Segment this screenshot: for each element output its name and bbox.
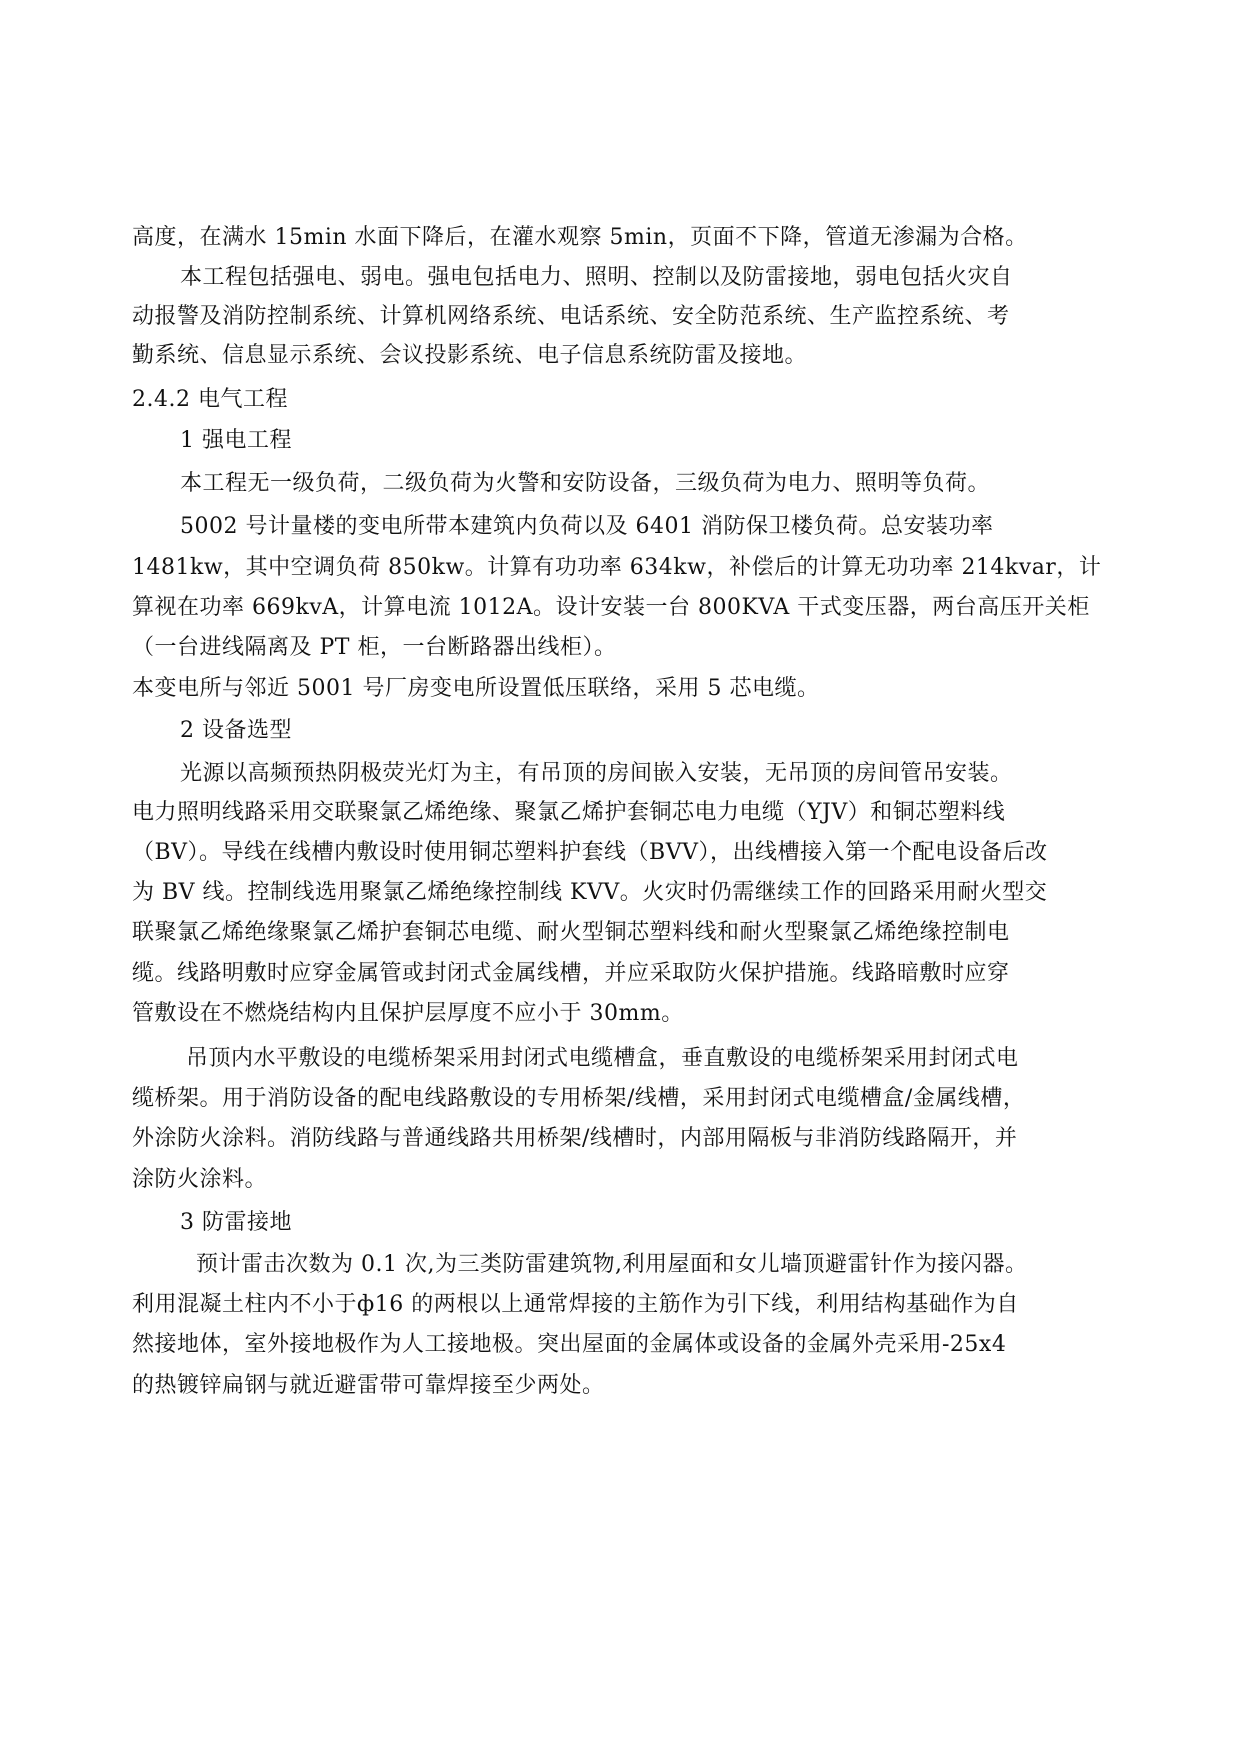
text-line: 1481kw，其中空调负荷 850kw。计算有功功率 634kw，补偿后的计算无功功率 214kvar，计 — [132, 555, 1102, 580]
text-line: 预计雷击次数为 0.1 次,为三类防雷建筑物,利用屋面和女儿墙顶避雷针作为接闪器。 — [196, 1252, 1028, 1277]
text-line: 动报警及消防控制系统、计算机网络系统、电话系统、安全防范系统、生产监控系统、考 — [132, 304, 1010, 329]
text-line: 管敷设在不燃烧结构内且保护层厚度不应小于 30mm。 — [132, 1001, 684, 1026]
text-line: 利用混凝土柱内不小于ф16 的两根以上通常焊接的主筋作为引下线，利用结构基础作为自 — [132, 1292, 1019, 1317]
text-line: 算视在功率 669kvA，计算电流 1012A。设计安装一台 800KVA 干式变压器，两台高压开关柜 — [132, 595, 1090, 620]
text-line: 电力照明线路采用交联聚氯乙烯绝缘、聚氯乙烯护套铜芯电力电缆（YJV）和铜芯塑料线 — [132, 800, 1006, 825]
text-line: 联聚氯乙烯绝缘聚氯乙烯护套铜芯电缆、耐火型铜芯塑料线和耐火型聚氯乙烯绝缘控制电 — [132, 920, 1010, 945]
text-line: 本工程包括强电、弱电。强电包括电力、照明、控制以及防雷接地，弱电包括火灾自 — [180, 265, 1013, 290]
subsection-heading: 2 设备选型 — [180, 718, 292, 743]
text-line: 缆。线路明敷时应穿金属管或封闭式金属线槽，并应采取防火保护措施。线路暗敷时应穿 — [132, 961, 1010, 986]
text-line: 勤系统、信息显示系统、会议投影系统、电子信息系统防雷及接地。 — [132, 343, 808, 368]
text-line: 本工程无一级负荷，二级负荷为火警和安防设备，三级负荷为电力、照明等负荷。 — [180, 471, 991, 496]
text-line: 吊顶内水平敷设的电缆桥架采用封闭式电缆槽盒，垂直敷设的电缆桥架采用封闭式电 — [186, 1046, 1019, 1071]
section-heading: 2.4.2 电气工程 — [132, 387, 288, 412]
text-line: 然接地体，室外接地极作为人工接地极。突出屋面的金属体或设备的金属外壳采用-25x4 — [132, 1332, 1007, 1357]
text-line: （BV）。导线在线槽内敷设时使用铜芯塑料护套线（BVV），出线槽接入第一个配电设备后改 — [132, 840, 1048, 865]
text-line: 高度，在满水 15min 水面下降后，在灌水观察 5min，页面不下降，管道无渗漏为合格。 — [132, 225, 1028, 250]
text-line: 为 BV 线。控制线选用聚氯乙烯绝缘控制线 KVV。火灾时仍需继续工作的回路采用耐火型交 — [132, 880, 1048, 905]
text-line: 涂防火涂料。 — [132, 1167, 268, 1192]
subsection-heading: 1 强电工程 — [180, 428, 292, 453]
text-line: 本变电所与邻近 5001 号厂房变电所设置低压联络，采用 5 芯电缆。 — [132, 676, 820, 701]
text-line: 外涂防火涂料。消防线路与普通线路共用桥架/线槽时，内部用隔板与非消防线路隔开，并 — [132, 1126, 1018, 1151]
text-line: （一台进线隔离及 PT 柜，一台断路器出线柜）。 — [132, 635, 617, 660]
text-line: 的热镀锌扁钢与就近避雷带可靠焊接至少两处。 — [132, 1373, 605, 1398]
text-line: 缆桥架。用于消防设备的配电线路敷设的专用桥架/线槽，采用封闭式电缆槽盒/金属线槽， — [132, 1086, 1026, 1111]
subsection-heading: 3 防雷接地 — [180, 1210, 292, 1235]
text-line: 5002 号计量楼的变电所带本建筑内负荷以及 6401 消防保卫楼负荷。总安装功率 — [180, 514, 994, 539]
text-line: 光源以高频预热阴极荧光灯为主，有吊顶的房间嵌入安装，无吊顶的房间管吊安装。 — [180, 761, 1013, 786]
